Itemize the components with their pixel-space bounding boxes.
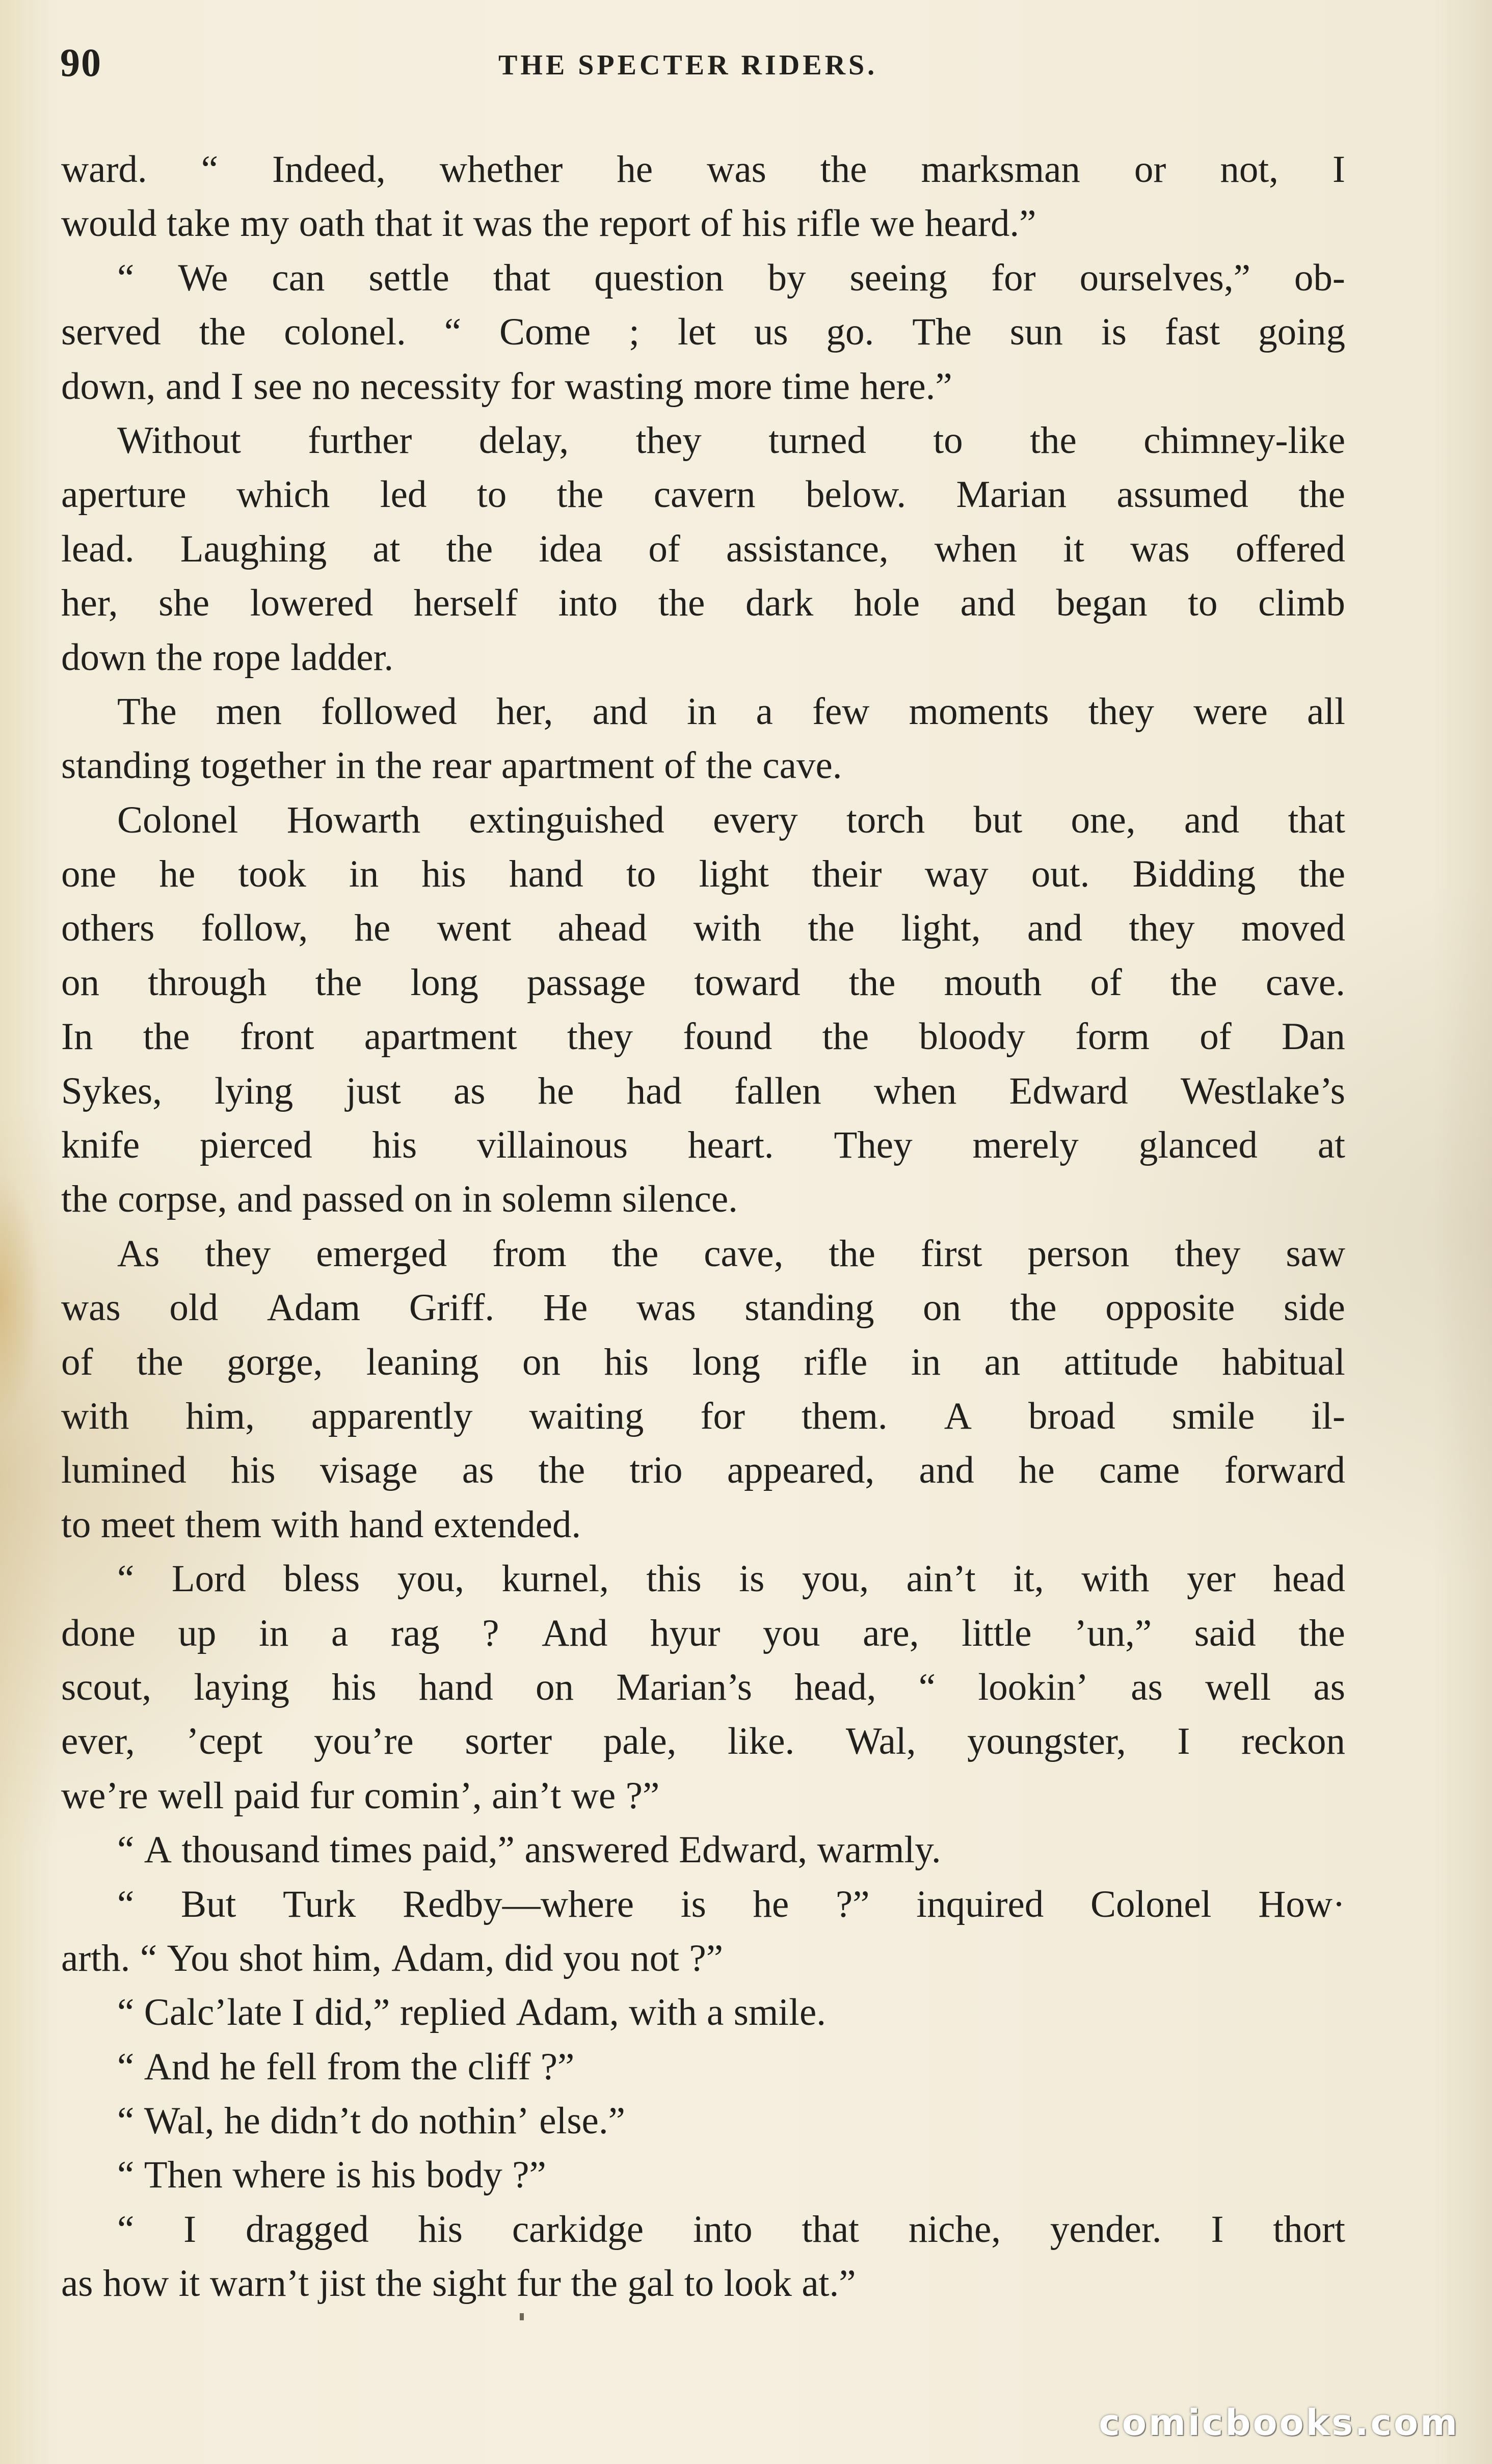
ink-mark bbox=[520, 2313, 524, 2320]
text-line: we’re well paid fur comin’, ain’t we ?” bbox=[61, 1774, 660, 1817]
text-line: “ I dragged his carkidge into that niche, yender. I thort bbox=[117, 2208, 1345, 2251]
page-header bbox=[60, 40, 1354, 91]
text-line: In the front apartment they found the bloody form of Dan bbox=[61, 1015, 1345, 1058]
text-line: arth. “ You shot him, Adam, did you not ?” bbox=[61, 1937, 724, 1979]
text-line: done up in a rag ? And hyur you are, little ’un,” said the bbox=[61, 1612, 1345, 1654]
page-number: 90 bbox=[60, 40, 102, 85]
text-line: was old Adam Griff. He was standing on the opposite side bbox=[61, 1287, 1345, 1329]
running-head: THE SPECTER RIDERS. bbox=[498, 49, 878, 81]
text-line: lumined his visage as the trio appeared, and he came forward bbox=[61, 1449, 1345, 1492]
text-line: “ Then where is his body ?” bbox=[117, 2154, 546, 2197]
text-line: with him, apparently waiting for them. A broad smile il- bbox=[61, 1395, 1345, 1437]
text-line: “ Wal, he didn’t do nothin’ else.” bbox=[117, 2100, 625, 2142]
page-stain bbox=[0, 1172, 41, 1427]
text-line: would take my oath that it was the report of his rifle we heard.” bbox=[61, 202, 1036, 245]
text-line: others follow, he went ahead with the light, and they moved bbox=[61, 907, 1345, 950]
text-line: her, she lowered herself into the dark hole and began to climb bbox=[61, 582, 1345, 625]
text-line: standing together in the rear apartment of the cave. bbox=[61, 744, 842, 787]
text-line: the corpse, and passed on in solemn silence. bbox=[61, 1178, 738, 1221]
text-line: ever, ’cept you’re sorter pale, like. Wal, youngster, I reckon bbox=[61, 1720, 1345, 1763]
text-line: “ A thousand times paid,” answered Edward, warmly. bbox=[117, 1829, 941, 1871]
text-line: “ Lord bless you, kurnel, this is you, ain’t it, with yer head bbox=[117, 1558, 1345, 1600]
text-line: scout, laying his hand on Marian’s head, “ lookin’ as well as bbox=[61, 1666, 1345, 1708]
text-line: As they emerged from the cave, the first person they saw bbox=[117, 1232, 1345, 1275]
text-line: knife pierced his villainous heart. They merely glanced at bbox=[61, 1124, 1345, 1167]
text-line: aperture which led to the cavern below. Marian assumed the bbox=[61, 473, 1345, 516]
text-line: The men followed her, and in a few moments they were all bbox=[117, 690, 1345, 733]
text-line: “ Calc’late I did,” replied Adam, with a smile. bbox=[117, 1991, 827, 2034]
text-line: ward. “ Indeed, whether he was the marksman or not, I bbox=[61, 148, 1345, 191]
body-text bbox=[61, 143, 1345, 2311]
text-line: lead. Laughing at the idea of assistance, when it was offered bbox=[61, 527, 1345, 570]
text-line: Colonel Howarth extinguished every torch but one, and that bbox=[117, 798, 1345, 841]
text-line: down, and I see no necessity for wasting more time here.” bbox=[61, 365, 952, 408]
text-line: down the rope ladder. bbox=[61, 636, 394, 679]
text-line: “ But Turk Redby—where is he ?” inquired Colonel How· bbox=[117, 1883, 1345, 1925]
text-line: one he took in his hand to light their way out. Bidding the bbox=[61, 853, 1345, 896]
text-line: served the colonel. “ Come ; let us go. The sun is fast going bbox=[61, 311, 1345, 354]
text-line: “ And he fell from the cliff ?” bbox=[117, 2045, 575, 2088]
text-line: as how it warn’t jist the sight fur the gal to look at.” bbox=[61, 2262, 856, 2305]
text-line: to meet them with hand extended. bbox=[61, 1503, 581, 1546]
text-line: Without further delay, they turned to the chimney-like bbox=[117, 419, 1345, 462]
text-line: Sykes, lying just as he had fallen when Edward Westlake’s bbox=[61, 1069, 1345, 1112]
text-line: of the gorge, leaning on his long rifle in an attitude habitual bbox=[61, 1341, 1345, 1383]
text-line: on through the long passage toward the mouth of the cave. bbox=[61, 961, 1345, 1004]
text-line: “ We can settle that question by seeing for ourselves,” ob- bbox=[117, 256, 1345, 299]
watermark: comicbooks.com bbox=[1099, 2402, 1459, 2444]
